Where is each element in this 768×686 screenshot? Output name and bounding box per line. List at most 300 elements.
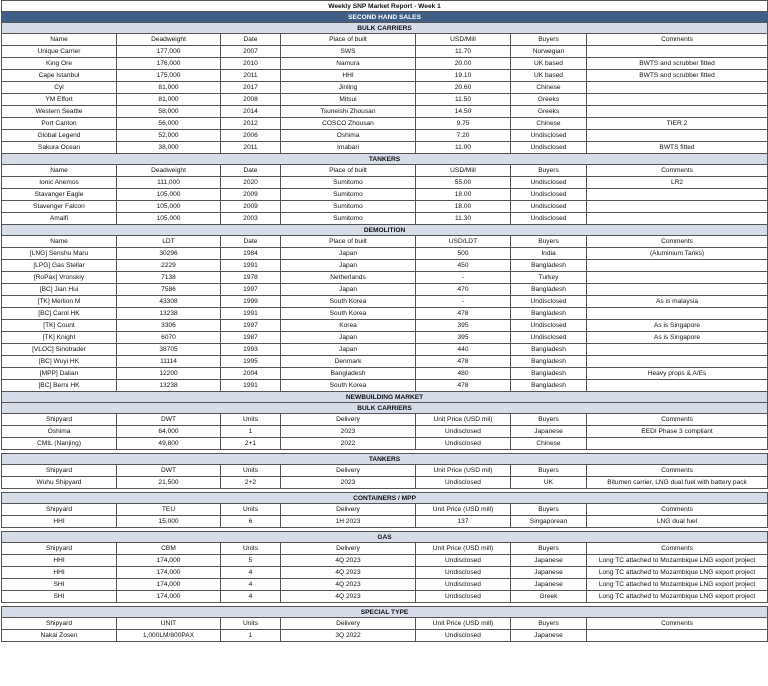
table-row-cell: 2010 — [221, 58, 281, 70]
table-row — [2, 567, 768, 579]
newbuilding-banner-row — [2, 392, 768, 403]
table-row-cell: Jinling — [281, 82, 416, 94]
table-row-cell: Sumitomo — [281, 213, 416, 225]
table-row-cell: Oshima — [281, 130, 416, 142]
table-row — [2, 320, 768, 332]
table-row-cell: 81,000 — [117, 82, 221, 94]
column-header-row-cell: Unit Price (USD mill) — [416, 504, 511, 516]
table-row-cell: Undisclosed — [416, 630, 511, 642]
table-row — [2, 248, 768, 260]
table-row — [2, 438, 768, 450]
table-row-cell: (Aluminium Tanks) — [587, 248, 768, 260]
column-header-row-cell: Buyers — [511, 414, 587, 426]
table-row — [2, 477, 768, 489]
column-header-row-cell: Units — [221, 414, 281, 426]
table-row-cell: Sumitomo — [281, 201, 416, 213]
table-row-cell: Singaporean — [511, 516, 587, 528]
column-header-row-cell: Unit Price (USD mill) — [416, 543, 511, 555]
column-header-row-cell: CBM — [117, 543, 221, 555]
table-row-cell: Bangladesh — [511, 260, 587, 272]
column-header-row-cell: Shipyard — [2, 414, 117, 426]
table-row-cell: [BC] Jian Hui — [2, 284, 117, 296]
table-row — [2, 260, 768, 272]
table-row-cell: Cyl — [2, 82, 117, 94]
table-row-cell: 4Q 2023 — [281, 567, 416, 579]
table-row-cell: South Korea — [281, 296, 416, 308]
table-row-cell: 21,500 — [117, 477, 221, 489]
table-row-cell: BWTS and scrubber fitted — [587, 58, 768, 70]
table-row-cell: 470 — [416, 284, 511, 296]
table-row-cell: 3306 — [117, 320, 221, 332]
table-row-cell: 13238 — [117, 308, 221, 320]
table-row-cell: [BC] Wuyi HK — [2, 356, 117, 368]
table-row-cell: [BC] Berni HK — [2, 380, 117, 392]
table-row-cell: 105,000 — [117, 189, 221, 201]
table-row-cell: 2003 — [221, 213, 281, 225]
table-row-cell: Japanese — [511, 579, 587, 591]
table-row-cell: Heavy props & A/Es — [587, 368, 768, 380]
table-row-cell: Greek — [511, 591, 587, 603]
table-row-cell: 1 — [221, 630, 281, 642]
table-row-cell: 395 — [416, 320, 511, 332]
table-row-cell — [587, 46, 768, 58]
table-row-cell: Global Legend — [2, 130, 117, 142]
column-header-row-cell: Units — [221, 543, 281, 555]
table-row-cell: 478 — [416, 356, 511, 368]
column-header-row-cell: Shipyard — [2, 465, 117, 477]
table-row-cell: Bangladesh — [511, 308, 587, 320]
table-row-cell: Norwegian — [511, 46, 587, 58]
table-row-cell: 1984 — [221, 248, 281, 260]
column-header-row — [2, 543, 768, 555]
table-row — [2, 368, 768, 380]
table-row-cell — [587, 438, 768, 450]
table-row-cell: 137 — [416, 516, 511, 528]
table-row-cell: Japanese — [511, 630, 587, 642]
column-header-row-cell: Comments — [587, 414, 768, 426]
table-row-cell: 2009 — [221, 189, 281, 201]
table-row-cell: 4 — [221, 579, 281, 591]
table-row-cell: Western Seattle — [2, 106, 117, 118]
table-row-cell: 480 — [416, 368, 511, 380]
table-row-cell: Greeks — [511, 94, 587, 106]
column-header-row — [2, 414, 768, 426]
table-row-cell — [587, 94, 768, 106]
column-header-row-cell: DWT — [117, 414, 221, 426]
table-row — [2, 344, 768, 356]
table-row-cell — [587, 82, 768, 94]
table-row-cell — [587, 356, 768, 368]
table-row-cell: Sumitomo — [281, 189, 416, 201]
table-row-cell: [BC] Carol HK — [2, 308, 117, 320]
table-row-cell: CMIL (Nanjing) — [2, 438, 117, 450]
table-row — [2, 142, 768, 154]
table-row-cell: 49,800 — [117, 438, 221, 450]
table-row-cell — [587, 344, 768, 356]
column-header-row-cell: Shipyard — [2, 618, 117, 630]
table-row-cell: SHI — [2, 579, 117, 591]
table-row-cell: 7.20 — [416, 130, 511, 142]
table-row-cell: As is Singapore — [587, 332, 768, 344]
table-row-cell: 174,000 — [117, 555, 221, 567]
column-header-row-cell: Date — [221, 34, 281, 46]
table-row-cell: 2011 — [221, 142, 281, 154]
table-row-cell: Long TC attached to Mozambique LNG export project — [587, 579, 768, 591]
special-section-title-row — [2, 607, 768, 618]
table-row-cell: India — [511, 248, 587, 260]
table-row-cell — [587, 630, 768, 642]
table-row-cell: Tsuneishi Zhousan — [281, 106, 416, 118]
column-header-row-cell: Units — [221, 504, 281, 516]
report-title-row — [2, 1, 768, 12]
table-row — [2, 356, 768, 368]
table-row-cell — [587, 130, 768, 142]
table-row — [2, 106, 768, 118]
table-row-cell: 20.60 — [416, 82, 511, 94]
table-row-cell: 1978 — [221, 272, 281, 284]
table-row-cell: - — [416, 296, 511, 308]
table-row-cell: 55.00 — [416, 177, 511, 189]
table-row-cell — [587, 189, 768, 201]
table-row-cell: UK — [511, 477, 587, 489]
table-row-cell: Netherlands — [281, 272, 416, 284]
column-header-row-cell: USD/Mill — [416, 34, 511, 46]
column-header-row-cell: Place of built — [281, 236, 416, 248]
table-row-cell: Long TC attached to Mozambique LNG export project — [587, 555, 768, 567]
table-row-cell — [587, 308, 768, 320]
table-row-cell: 2008 — [221, 94, 281, 106]
table-row — [2, 58, 768, 70]
table-row-cell: 13238 — [117, 380, 221, 392]
table-row-cell: LNG dual fuel — [587, 516, 768, 528]
table-row — [2, 201, 768, 213]
table-row-cell: 105,000 — [117, 213, 221, 225]
table-row-cell: 1H 2023 — [281, 516, 416, 528]
column-header-row-cell: Name — [2, 165, 117, 177]
column-header-row — [2, 618, 768, 630]
table-row-cell — [587, 260, 768, 272]
table-row-cell: 2020 — [221, 177, 281, 189]
column-header-row-cell: TEU — [117, 504, 221, 516]
column-header-row-cell: Name — [2, 236, 117, 248]
table-row-cell: 1987 — [221, 332, 281, 344]
table-row-cell: 38,000 — [117, 142, 221, 154]
table-row-cell: 58,000 — [117, 106, 221, 118]
table-row — [2, 555, 768, 567]
table-row-cell: - — [416, 272, 511, 284]
table-row-cell: Undisclosed — [511, 320, 587, 332]
column-header-row-cell: Delivery — [281, 504, 416, 516]
table-row-cell — [587, 272, 768, 284]
table-row-cell: Nakai Zosen — [2, 630, 117, 642]
demolition-section-title-row — [2, 225, 768, 236]
table-row-cell: [LNG] Senshu Maru — [2, 248, 117, 260]
table-row — [2, 591, 768, 603]
table-row-cell: Port Canton — [2, 118, 117, 130]
second-hand-banner: SECOND HAND SALES — [2, 12, 768, 23]
table-row-cell: Unique Carrier — [2, 46, 117, 58]
column-header-row-cell: Units — [221, 618, 281, 630]
snp-report-table — [1, 0, 768, 642]
table-row-cell: 174,000 — [117, 567, 221, 579]
table-row-cell: 2+1 — [221, 438, 281, 450]
table-row-cell: 175,000 — [117, 70, 221, 82]
table-row-cell — [587, 380, 768, 392]
table-row — [2, 130, 768, 142]
table-row-cell: 1999 — [221, 296, 281, 308]
table-row-cell: Undisclosed — [511, 189, 587, 201]
table-row-cell: 177,000 — [117, 46, 221, 58]
column-header-row-cell: Date — [221, 236, 281, 248]
table-row-cell: [MPP] Dalian — [2, 368, 117, 380]
table-row-cell: [TK] Knight — [2, 332, 117, 344]
column-header-row-cell: Buyers — [511, 504, 587, 516]
table-row-cell: 20.00 — [416, 58, 511, 70]
table-row-cell: 450 — [416, 260, 511, 272]
table-row-cell: 1993 — [221, 344, 281, 356]
table-row-cell: 1 — [221, 426, 281, 438]
table-row-cell: Stavanger Eagle — [2, 189, 117, 201]
column-header-row-cell: Comments — [587, 165, 768, 177]
column-header-row-cell: Comments — [587, 465, 768, 477]
column-header-row-cell: Delivery — [281, 618, 416, 630]
containers-section-title-row — [2, 493, 768, 504]
special-section-title: SPECIAL TYPE — [2, 607, 768, 618]
table-row-cell: Cape Istanbul — [2, 70, 117, 82]
column-header-row-cell: Comments — [587, 618, 768, 630]
table-row-cell: 174,000 — [117, 591, 221, 603]
table-row-cell: King Ore — [2, 58, 117, 70]
table-row-cell: 1991 — [221, 308, 281, 320]
table-row-cell: Undisclosed — [511, 296, 587, 308]
table-row — [2, 118, 768, 130]
table-row-cell: 2229 — [117, 260, 221, 272]
column-header-row-cell: Comments — [587, 34, 768, 46]
table-row-cell: 395 — [416, 332, 511, 344]
table-row-cell: 18.00 — [416, 189, 511, 201]
table-row-cell: Undisclosed — [511, 130, 587, 142]
table-row-cell: 4 — [221, 591, 281, 603]
table-row-cell: HHI — [2, 567, 117, 579]
gas-section-title: GAS — [2, 532, 768, 543]
table-row-cell: Undisclosed — [511, 201, 587, 213]
table-row-cell: 111,000 — [117, 177, 221, 189]
table-row-cell — [587, 213, 768, 225]
tankers-section-title-row — [2, 154, 768, 165]
table-row-cell: Long TC attached to Mozambique LNG export project — [587, 591, 768, 603]
table-row-cell: Chinese — [511, 82, 587, 94]
table-row-cell: 11.00 — [416, 142, 511, 154]
table-row-cell: 105,000 — [117, 201, 221, 213]
table-row-cell: South Korea — [281, 380, 416, 392]
column-header-row — [2, 504, 768, 516]
table-row-cell: 2023 — [281, 477, 416, 489]
table-row-cell: 440 — [416, 344, 511, 356]
table-row-cell: 43308 — [117, 296, 221, 308]
table-row-cell: 11114 — [117, 356, 221, 368]
table-row-cell: TIER 2 — [587, 118, 768, 130]
table-row-cell: 4 — [221, 567, 281, 579]
column-header-row-cell: Name — [2, 34, 117, 46]
table-row-cell: 56,000 — [117, 118, 221, 130]
table-row-cell: Japan — [281, 332, 416, 344]
table-row — [2, 332, 768, 344]
column-header-row-cell: Deadweight — [117, 165, 221, 177]
column-header-row-cell: Unit Price (USD mill) — [416, 618, 511, 630]
table-row-cell: Japan — [281, 248, 416, 260]
table-row — [2, 177, 768, 189]
column-header-row-cell: Comments — [587, 236, 768, 248]
column-header-row-cell: Place of built — [281, 165, 416, 177]
table-row-cell: UK based — [511, 58, 587, 70]
column-header-row-cell: Delivery — [281, 543, 416, 555]
table-row-cell: 2+2 — [221, 477, 281, 489]
bulk-section-title-row — [2, 23, 768, 34]
column-header-row-cell: LDT — [117, 236, 221, 248]
table-row-cell: LR2 — [587, 177, 768, 189]
column-header-row — [2, 236, 768, 248]
table-row-cell: Japan — [281, 344, 416, 356]
column-header-row — [2, 34, 768, 46]
table-row-cell: 2012 — [221, 118, 281, 130]
table-row — [2, 308, 768, 320]
table-row-cell: SWS — [281, 46, 416, 58]
table-row-cell: BWTS fitted — [587, 142, 768, 154]
table-row-cell: Bangladesh — [511, 368, 587, 380]
table-row-cell — [587, 201, 768, 213]
table-row-cell: 6 — [221, 516, 281, 528]
table-row-cell: 38705 — [117, 344, 221, 356]
table-row — [2, 213, 768, 225]
table-row-cell: 176,000 — [117, 58, 221, 70]
table-row-cell: [RoPax] Vronskiy — [2, 272, 117, 284]
table-row — [2, 516, 768, 528]
second-hand-banner-row — [2, 12, 768, 23]
table-row — [2, 284, 768, 296]
table-row-cell — [587, 106, 768, 118]
table-row-cell: 4Q 2023 — [281, 555, 416, 567]
table-row-cell — [587, 284, 768, 296]
table-row-cell: 9.75 — [416, 118, 511, 130]
table-row — [2, 630, 768, 642]
table-row-cell: 2004 — [221, 368, 281, 380]
table-row-cell: 2014 — [221, 106, 281, 118]
table-row-cell: 2017 — [221, 82, 281, 94]
table-row-cell: 500 — [416, 248, 511, 260]
table-row-cell: Japanese — [511, 555, 587, 567]
table-row — [2, 46, 768, 58]
table-row-cell: Undisclosed — [416, 426, 511, 438]
table-row-cell: 18.00 — [416, 201, 511, 213]
table-row-cell: Wuhu Shipyard — [2, 477, 117, 489]
table-row-cell: 5 — [221, 555, 281, 567]
bulk-section-title-row — [2, 403, 768, 414]
column-header-row-cell: Comments — [587, 504, 768, 516]
table-row-cell: 174,000 — [117, 579, 221, 591]
column-header-row — [2, 165, 768, 177]
table-row-cell: Long TC attached to Mozambique LNG export project — [587, 567, 768, 579]
table-row-cell: As is Singapore — [587, 320, 768, 332]
column-header-row — [2, 465, 768, 477]
table-row-cell: 1997 — [221, 284, 281, 296]
table-row-cell: UK based — [511, 70, 587, 82]
column-header-row-cell: Buyers — [511, 618, 587, 630]
table-row-cell: 4Q 2023 — [281, 591, 416, 603]
table-row-cell: Japan — [281, 260, 416, 272]
column-header-row-cell: Place of built — [281, 34, 416, 46]
table-row-cell: 7138 — [117, 272, 221, 284]
tankers-section-title-row — [2, 454, 768, 465]
table-row-cell: 3Q 2022 — [281, 630, 416, 642]
table-row-cell: Undisclosed — [511, 213, 587, 225]
table-row-cell: 81,000 — [117, 94, 221, 106]
table-row-cell: Ionic Anemos — [2, 177, 117, 189]
column-header-row-cell: Buyers — [511, 543, 587, 555]
table-row-cell: 478 — [416, 308, 511, 320]
table-row — [2, 94, 768, 106]
column-header-row-cell: Date — [221, 165, 281, 177]
column-header-row-cell: USD/LDT — [416, 236, 511, 248]
table-row — [2, 579, 768, 591]
table-row-cell: Bangladesh — [511, 344, 587, 356]
table-row-cell: 11.70 — [416, 46, 511, 58]
table-row-cell: Denmark — [281, 356, 416, 368]
table-row-cell: Bangladesh — [281, 368, 416, 380]
table-row-cell: 15,000 — [117, 516, 221, 528]
table-row-cell: Undisclosed — [511, 177, 587, 189]
demolition-section-title: DEMOLITION — [2, 225, 768, 236]
table-row-cell: 2006 — [221, 130, 281, 142]
column-header-row-cell: Unit Price (USD mil) — [416, 465, 511, 477]
table-row-cell: Turkey — [511, 272, 587, 284]
table-row-cell: Imabari — [281, 142, 416, 154]
table-row-cell: 2009 — [221, 201, 281, 213]
column-header-row-cell: Shipyard — [2, 504, 117, 516]
table-row-cell: 1991 — [221, 380, 281, 392]
column-header-row-cell: USD/Mill — [416, 165, 511, 177]
table-row-cell: Bangladesh — [511, 380, 587, 392]
table-row-cell: 64,000 — [117, 426, 221, 438]
column-header-row-cell: Unit Price (USD mil) — [416, 414, 511, 426]
report-title: Weekly SNP Market Report - Week 1 — [2, 1, 768, 12]
table-row-cell: Amalfi — [2, 213, 117, 225]
table-row-cell: [TK] Merlion M — [2, 296, 117, 308]
table-row-cell: Mitsui — [281, 94, 416, 106]
table-row-cell: Chinese — [511, 118, 587, 130]
bulk-section-title: BULK CARRIERS — [2, 23, 768, 34]
table-row-cell: Korea — [281, 320, 416, 332]
column-header-row-cell: Buyers — [511, 165, 587, 177]
table-row-cell: 1991 — [221, 260, 281, 272]
table-row-cell: Undisclosed — [416, 555, 511, 567]
table-row-cell: South Korea — [281, 308, 416, 320]
table-row-cell: Undisclosed — [511, 332, 587, 344]
newbuilding-banner: NEWBUILDING MARKET — [2, 392, 768, 403]
table-row — [2, 272, 768, 284]
table-row-cell: Bangladesh — [511, 284, 587, 296]
table-row-cell: Japanese — [511, 567, 587, 579]
table-row-cell: [LPG] Gas Stellar — [2, 260, 117, 272]
table-row-cell: 478 — [416, 380, 511, 392]
table-row-cell: 14.50 — [416, 106, 511, 118]
table-row-cell: 2023 — [281, 426, 416, 438]
column-header-row-cell: Deadweight — [117, 34, 221, 46]
table-row — [2, 380, 768, 392]
tankers-section-title: TANKERS — [2, 154, 768, 165]
table-row — [2, 426, 768, 438]
table-row-cell: 30296 — [117, 248, 221, 260]
column-header-row-cell: Comments — [587, 543, 768, 555]
